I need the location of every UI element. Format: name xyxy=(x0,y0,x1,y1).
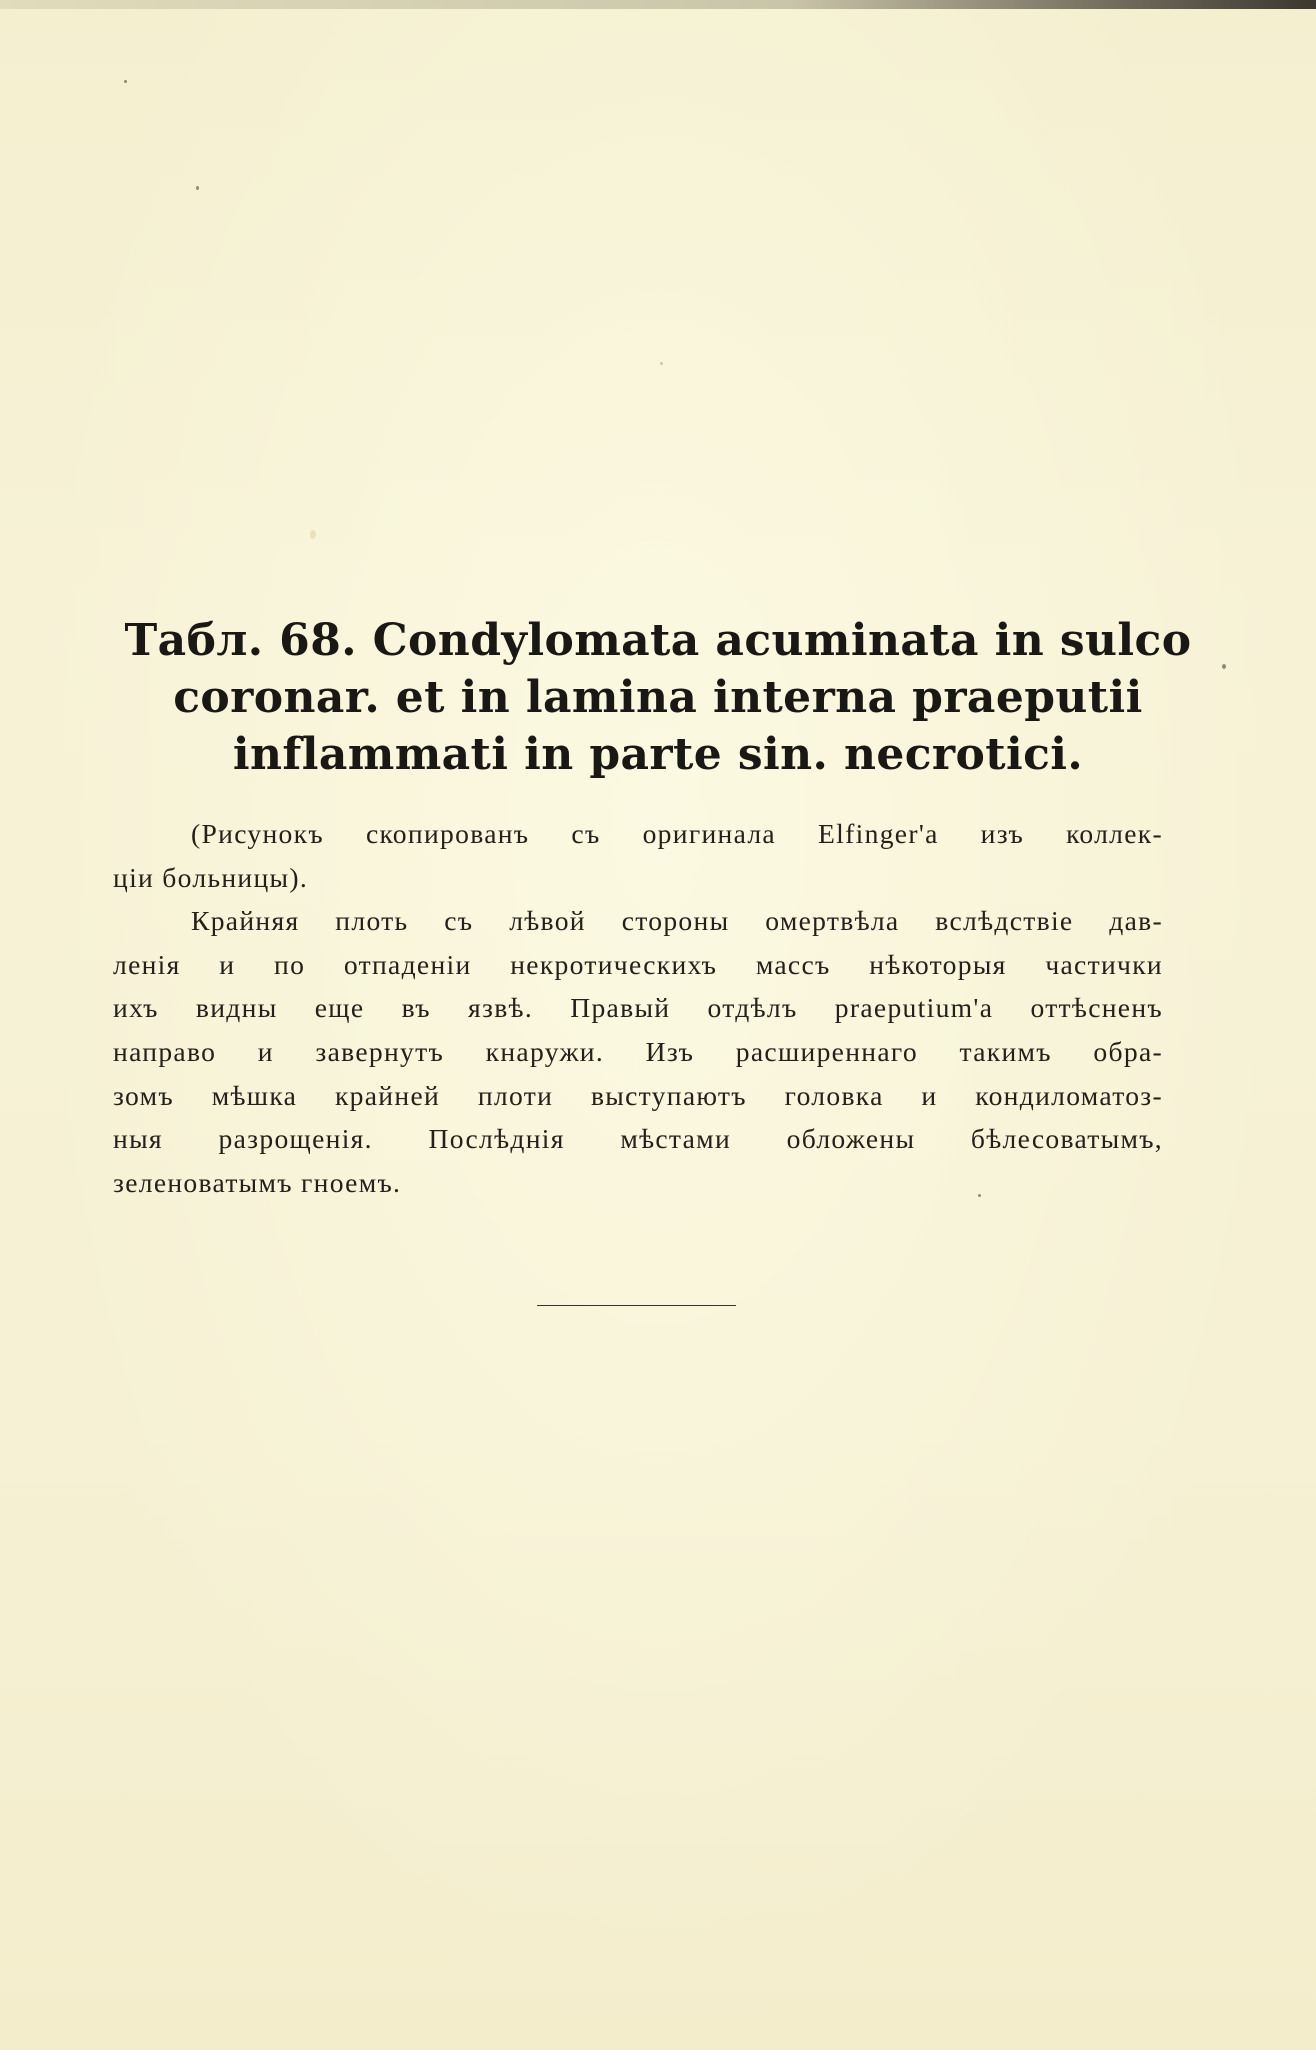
description-line: Крайняя плоть съ лѣвой стороны омертвѣла вслѣдствіе дав- xyxy=(191,905,1163,937)
section-divider xyxy=(537,1305,736,1306)
paper-speck xyxy=(124,80,127,83)
source-note-line: (Рисунокъ скопированъ съ оригинала Elfinger'а изъ коллек- xyxy=(191,818,1163,849)
description-line: ихъ видны еще въ язвѣ. Правый отдѣлъ praeputium'а оттѣсненъ xyxy=(113,992,1163,1024)
page-top-edge xyxy=(0,0,1316,9)
paper-speck xyxy=(1222,664,1226,669)
heading-line: Табл. 68. Condylomata acuminata in sulco xyxy=(124,615,1192,666)
description-line: ныя разрощенія. Послѣднія мѣстами обложены бѣлесоватымъ, xyxy=(113,1123,1163,1155)
plate-heading xyxy=(120,612,1196,783)
source-note-line: ціи больницы). xyxy=(113,861,309,893)
paper-speck xyxy=(660,362,663,365)
heading-line: inflammati in parte sin. necrotici. xyxy=(232,729,1084,780)
paper-stain xyxy=(310,530,316,539)
description-line: зеленоватымъ гноемъ. xyxy=(113,1166,402,1198)
paper-speck xyxy=(196,186,199,190)
heading-line: coronar. et in lamina interna praeputii xyxy=(173,672,1143,723)
description-line: ленія и по отпаденіи некротическихъ массъ нѣкоторыя частички xyxy=(113,948,1163,980)
plate-description xyxy=(113,812,1163,1204)
description-line: зомъ мѣшка крайней плоти выступаютъ головка и кондиломатоз- xyxy=(113,1079,1163,1111)
description-line: направо и завернутъ кнаружи. Изъ расширеннаго такимъ обра- xyxy=(113,1035,1163,1067)
